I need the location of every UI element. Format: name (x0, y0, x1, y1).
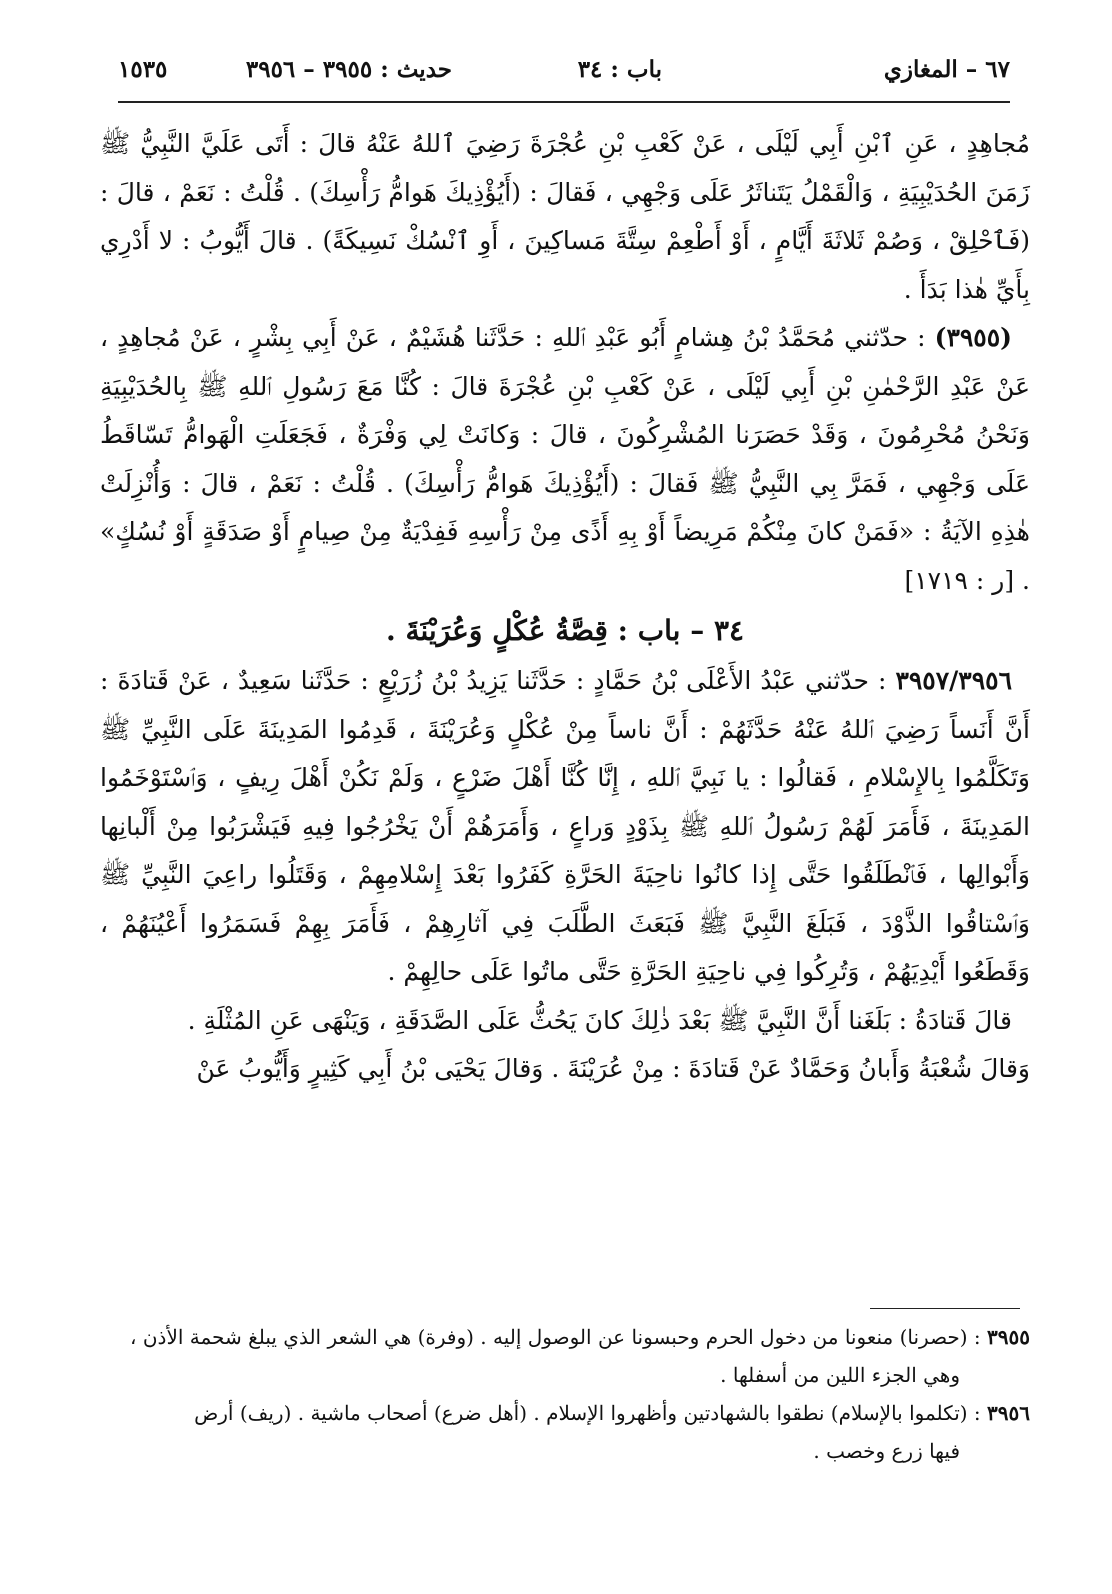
footnote-number: ٣٩٥٦ (987, 1401, 1030, 1425)
hadith-text: : حدّثني عَبْدُ الأَعْلَى بْنُ حَمَّادٍ : حَدَّثَنا يَزِيدُ بْنُ زُرَيْعٍ : حَدَّثَنا سَعِيدٌ ، عَنْ قَتادَةَ : أَنَّ أَنَساً رَضِيَ ٱللهُ عَنْهُ حَدَّثَهُمْ : أَنَّ ناساً مِنْ عُكْلٍ وَعُرَيْنَةَ ، قَدِمُوا المَدِينَةَ عَلَى النَّبِيِّ ﷺ وَتَكَلَّمُوا بِالإِسْلامِ ، فَقالُوا : يا نَبِيَّ ٱللهِ ، إِنَّا كُنَّا أَهْلَ ضَرْعٍ ، وَلَمْ نَكُنْ أَهْلَ رِيفٍ ، وَٱسْتَوْخَمُوا المَدِينَةَ ، فَأَمَرَ لَهُمْ رَسُولُ ٱللهِ ﷺ بِذَوْدٍ وَراعٍ ، وَأَمَرَهُمْ أَنْ يَخْرُجُوا فِيهِ فَيَشْرَبُوا مِنْ أَلْبانِها وَأَبْوالِها ، فَٱنْطَلَقُوا حَتَّى إِذا كانُوا ناحِيَةَ الحَرَّةِ كَفَرُوا بَعْدَ إِسْلامِهِمْ ، وَقَتَلُوا راعِيَ النَّبِيِّ ﷺ وَٱسْتاقُوا الذَّوْدَ ، فَبَلَغَ النَّبِيَّ ﷺ فَبَعَثَ الطَّلَبَ فِي آثارِهِمْ ، فَأَمَرَ بِهِمْ فَسَمَرُوا أَعْيُنَهُمْ ، وَقَطَعُوا أَيْدِيَهُمْ ، وَتُرِكُوا فِي ناحِيَةِ الحَرَّةِ حَتَّى ماتُوا عَلَى حالِهِمْ . (100, 666, 1030, 986)
footnote-number: ٣٩٥٥ (987, 1325, 1030, 1349)
page-number: ١٥٣٥ (118, 56, 168, 83)
footnote-text: : (حصرنا) منعونا من دخول الحرم وحبسونا عن الوصول إليه . (وفرة) هي الشعر الذي يبلغ شحمة الأذن ، (130, 1325, 988, 1349)
main-text (100, 120, 1030, 1094)
footnote-continuation: فيها زرع وخصب . (813, 1439, 960, 1463)
footnotes (100, 1320, 1030, 1472)
chapter-name: ٦٧ – المغازي (883, 56, 1010, 83)
footnote-text: : (تكلموا بالإسلام) نطقوا بالشهادتين وأظهروا الإسلام . (أهل ضرع) أصحاب ماشية . (ريف) أرض (194, 1401, 988, 1425)
running-header (118, 56, 1010, 92)
hadith-text: : حدّثني مُحَمَّدُ بْنُ هِشامٍ أَبُو عَبْدِ ٱللهِ : حَدَّثَنا هُشَيْمٌ ، عَنْ أَبِي بِشْرٍ ، عَنْ مُجاهِدٍ ، عَنْ عَبْدِ الرَّحْمٰنِ بْنِ أَبِي لَيْلَى ، عَنْ كَعْبِ بْنِ عُجْرَةَ قالَ : كُنَّا مَعَ رَسُولِ ٱللهِ ﷺ بِالحُدَيْبِيَةِ وَنَحْنُ مُحْرِمُونَ ، وَقَدْ حَصَرَنا المُشْرِكُونَ ، قالَ : وَكانَتْ لِي وَفْرَةٌ ، فَجَعَلَتِ الْهَوامُّ تَسّاقَطُ عَلَى وَجْهِي ، فَمَرَّ بِي النَّبِيُّ ﷺ فَقالَ : (أَيُؤْذِيكَ هَوامُّ رَأْسِكَ) . قُلْتُ : نَعَمْ ، قالَ : وَأُنْزِلَتْ هٰذِهِ الآيَةُ : «فَمَنْ كانَ مِنْكُمْ مَرِيضاً أَوْ بِهِ أَذًى مِنْ رَأْسِهِ فَفِدْيَةٌ مِنْ صِيامٍ أَوْ صَدَقَةٍ أَوْ نُسُكٍ» . [ر : ١٧١٩] (100, 323, 1030, 595)
narration-note: وَقالَ شُعْبَةُ وَأَبانُ وَحَمَّادٌ عَنْ قَتادَةَ : مِنْ عُرَيْنَةَ . وَقالَ يَحْيَى بْنُ أَبِي كَثِيرٍ وَأَيُّوبُ عَنْ (196, 1054, 1030, 1083)
footnote-3956 (100, 1396, 1030, 1430)
footnote-3955 (100, 1320, 1030, 1354)
hadith-3956 (100, 657, 1030, 997)
paragraph-continuation: مُجاهِدٍ ، عَنِ ٱبْنِ أَبِي لَيْلَى ، عَنْ كَعْبِ بْنِ عُجْرَةَ رَضِيَ ٱللهُ عَنْهُ قالَ : أَتَى عَلَيَّ النَّبِيُّ ﷺ زَمَنَ الحُدَيْبِيَةِ ، وَالْقَمْلُ يَتَناثَرُ عَلَى وَجْهِي ، فَقالَ : (أَيُؤْذِيكَ هَوامُّ رَأْسِكَ) . قُلْتُ : نَعَمْ ، قالَ : (فَٱحْلِقْ ، وَصُمْ ثَلاثَةَ أَيَّامٍ ، أَوْ أَطْعِمْ سِتَّةَ مَساكِينَ ، أَوِ ٱنْسُكْ نَسِيكَةً) . قالَ أَيُّوبُ : لا أَدْرِي بِأَيِّ هٰذا بَدَأَ . (100, 129, 1030, 304)
hadith-3955 (100, 314, 1030, 605)
qatada-note: قالَ قَتادَةُ : بَلَغَنا أَنَّ النَّبِيَّ ﷺ بَعْدَ ذٰلِكَ كانَ يَحُثُّ عَلَى الصَّدَقَةِ ، وَيَنْهَى عَنِ المُثْلَةِ . (187, 1005, 1012, 1035)
hadith-number: ٣٩٥٧/٣٩٥٦ (895, 666, 1012, 695)
bab-number: باب : ٣٤ (577, 56, 662, 83)
header-divider (118, 101, 1010, 103)
hadith-range: حديث : ٣٩٥٥ – ٣٩٥٦ (245, 56, 452, 83)
chapter-heading: ٣٤ – باب : قِصَّةُ عُكْلٍ وَعُرَيْنَةَ . (385, 614, 745, 647)
footnote-divider (870, 1308, 1020, 1309)
footnote-continuation: وهي الجزء اللين من أسفلها . (720, 1363, 960, 1387)
hadith-number: (٣٩٥٥) (934, 323, 1012, 352)
